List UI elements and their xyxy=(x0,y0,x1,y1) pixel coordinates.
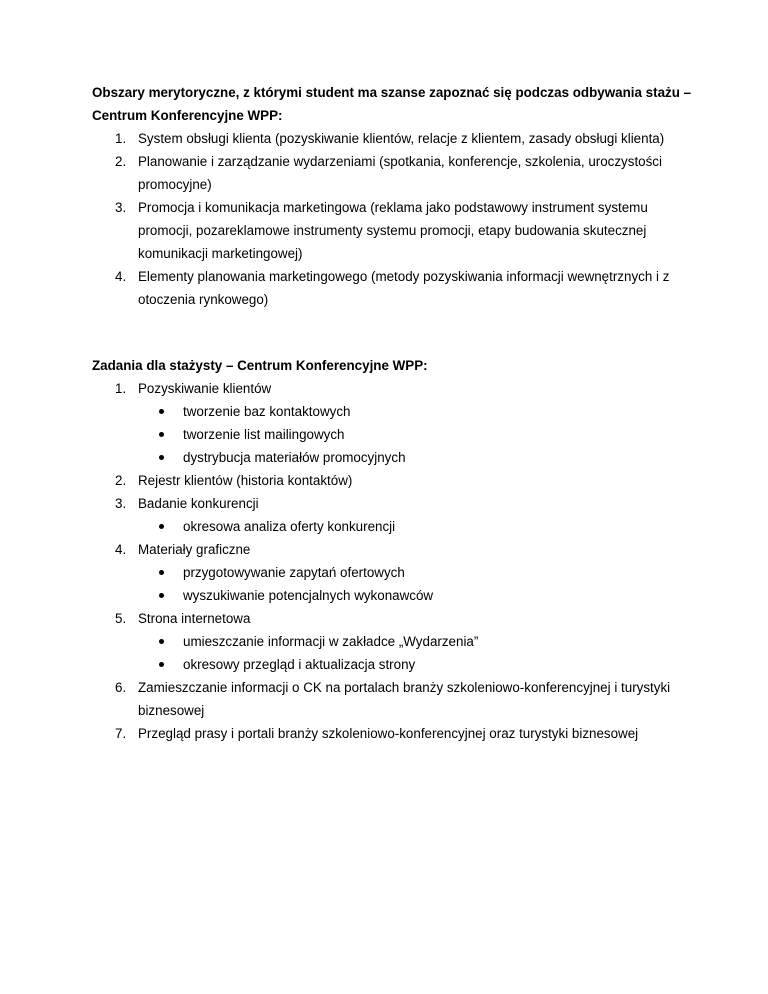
bullet-item xyxy=(0,423,688,446)
bullet-text: tworzenie list mailingowych xyxy=(183,427,345,442)
bullet-item xyxy=(0,446,688,469)
list-item xyxy=(0,377,768,400)
list-item xyxy=(0,538,768,561)
bullet-item xyxy=(0,515,688,538)
bullet-item xyxy=(0,400,688,423)
section-knowledge-areas xyxy=(0,81,768,311)
item-text: Elementy planowania marketingowego (metody pozyskiwania informacji wewnętrznych i z otoczenia rynkowego) xyxy=(138,269,670,307)
bullet-text: umieszczanie informacji w zakładce „Wydarzenia” xyxy=(183,634,479,649)
list-item xyxy=(0,196,768,265)
bullet-icon xyxy=(159,409,164,414)
item-text: Pozyskiwanie klientów xyxy=(138,381,272,396)
bullet-item xyxy=(0,653,688,676)
item-text: Strona internetowa xyxy=(138,611,251,626)
item-text: Materiały graficzne xyxy=(138,542,251,557)
bullet-icon xyxy=(159,662,164,667)
bullet-icon xyxy=(159,593,164,598)
bullet-list xyxy=(0,561,688,607)
bullet-text: tworzenie baz kontaktowych xyxy=(183,404,351,419)
list-item xyxy=(0,492,768,515)
bullet-list xyxy=(0,515,688,538)
bullet-text: przygotowywanie zapytań ofertowych xyxy=(183,565,405,580)
item-number: 3. xyxy=(115,496,127,511)
item-text: Rejestr klientów (historia kontaktów) xyxy=(138,473,353,488)
bullet-text: okresowy przegląd i aktualizacja strony xyxy=(183,657,416,672)
bullet-icon xyxy=(159,639,164,644)
bullet-icon xyxy=(159,455,164,460)
bullet-text: okresowa analiza oferty konkurencji xyxy=(183,519,396,534)
sub-list-container xyxy=(0,400,768,469)
item-text: System obsługi klienta (pozyskiwanie klientów, relacje z klientem, zasady obsługi klienta) xyxy=(138,131,665,146)
item-number: 1. xyxy=(115,131,127,146)
numbered-list xyxy=(0,377,768,745)
bullet-item xyxy=(0,584,688,607)
item-number: 5. xyxy=(115,611,127,626)
item-number: 2. xyxy=(115,473,127,488)
list-item xyxy=(0,150,768,196)
list-item xyxy=(0,722,768,745)
list-item xyxy=(0,676,768,722)
item-number: 2. xyxy=(115,154,127,169)
item-text: Zamieszczanie informacji o CK na portalach branży szkoleniowo-konferencyjnej i turystyki biznesowej xyxy=(138,680,671,718)
section-heading: Obszary merytoryczne, z którymi student ma szanse zapoznać się podczas odbywania stażu – Centrum Konferencyjne WPP: xyxy=(92,85,692,123)
section-heading: Zadania dla stażysty – Centrum Konferencyjne WPP: xyxy=(92,358,428,373)
item-number: 7. xyxy=(115,726,127,741)
bullet-icon xyxy=(159,570,164,575)
bullet-list xyxy=(0,630,688,676)
list-item xyxy=(0,127,768,150)
bullet-list xyxy=(0,400,688,469)
sub-list-container xyxy=(0,630,768,676)
bullet-icon xyxy=(159,524,164,529)
section-intern-tasks xyxy=(0,354,768,745)
bullet-text: dystrybucja materiałów promocyjnych xyxy=(183,450,406,465)
item-number: 6. xyxy=(115,680,127,695)
item-text: Badanie konkurencji xyxy=(138,496,259,511)
item-number: 1. xyxy=(115,381,127,396)
item-number: 4. xyxy=(115,542,127,557)
bullet-item xyxy=(0,561,688,584)
item-text: Przegląd prasy i portali branży szkoleniowo-konferencyjnej oraz turystyki biznesowej xyxy=(138,726,639,741)
item-number: 4. xyxy=(115,269,127,284)
numbered-list xyxy=(0,127,768,311)
item-text: Promocja i komunikacja marketingowa (reklama jako podstawowy instrument systemu promocji, pozareklamowe instrumenty systemu promocji, etapy budowania skutecznej komunikacji marketingowej) xyxy=(138,200,648,261)
item-number: 3. xyxy=(115,200,127,215)
bullet-item xyxy=(0,630,688,653)
sub-list-container xyxy=(0,515,768,538)
bullet-icon xyxy=(159,432,164,437)
item-text: Planowanie i zarządzanie wydarzeniami (spotkania, konferencje, szkolenia, uroczystości promocyjne) xyxy=(138,154,662,192)
sub-list-container xyxy=(0,561,768,607)
list-item xyxy=(0,469,768,492)
bullet-text: wyszukiwanie potencjalnych wykonawców xyxy=(183,588,434,603)
list-item xyxy=(0,607,768,630)
list-item xyxy=(0,265,768,311)
